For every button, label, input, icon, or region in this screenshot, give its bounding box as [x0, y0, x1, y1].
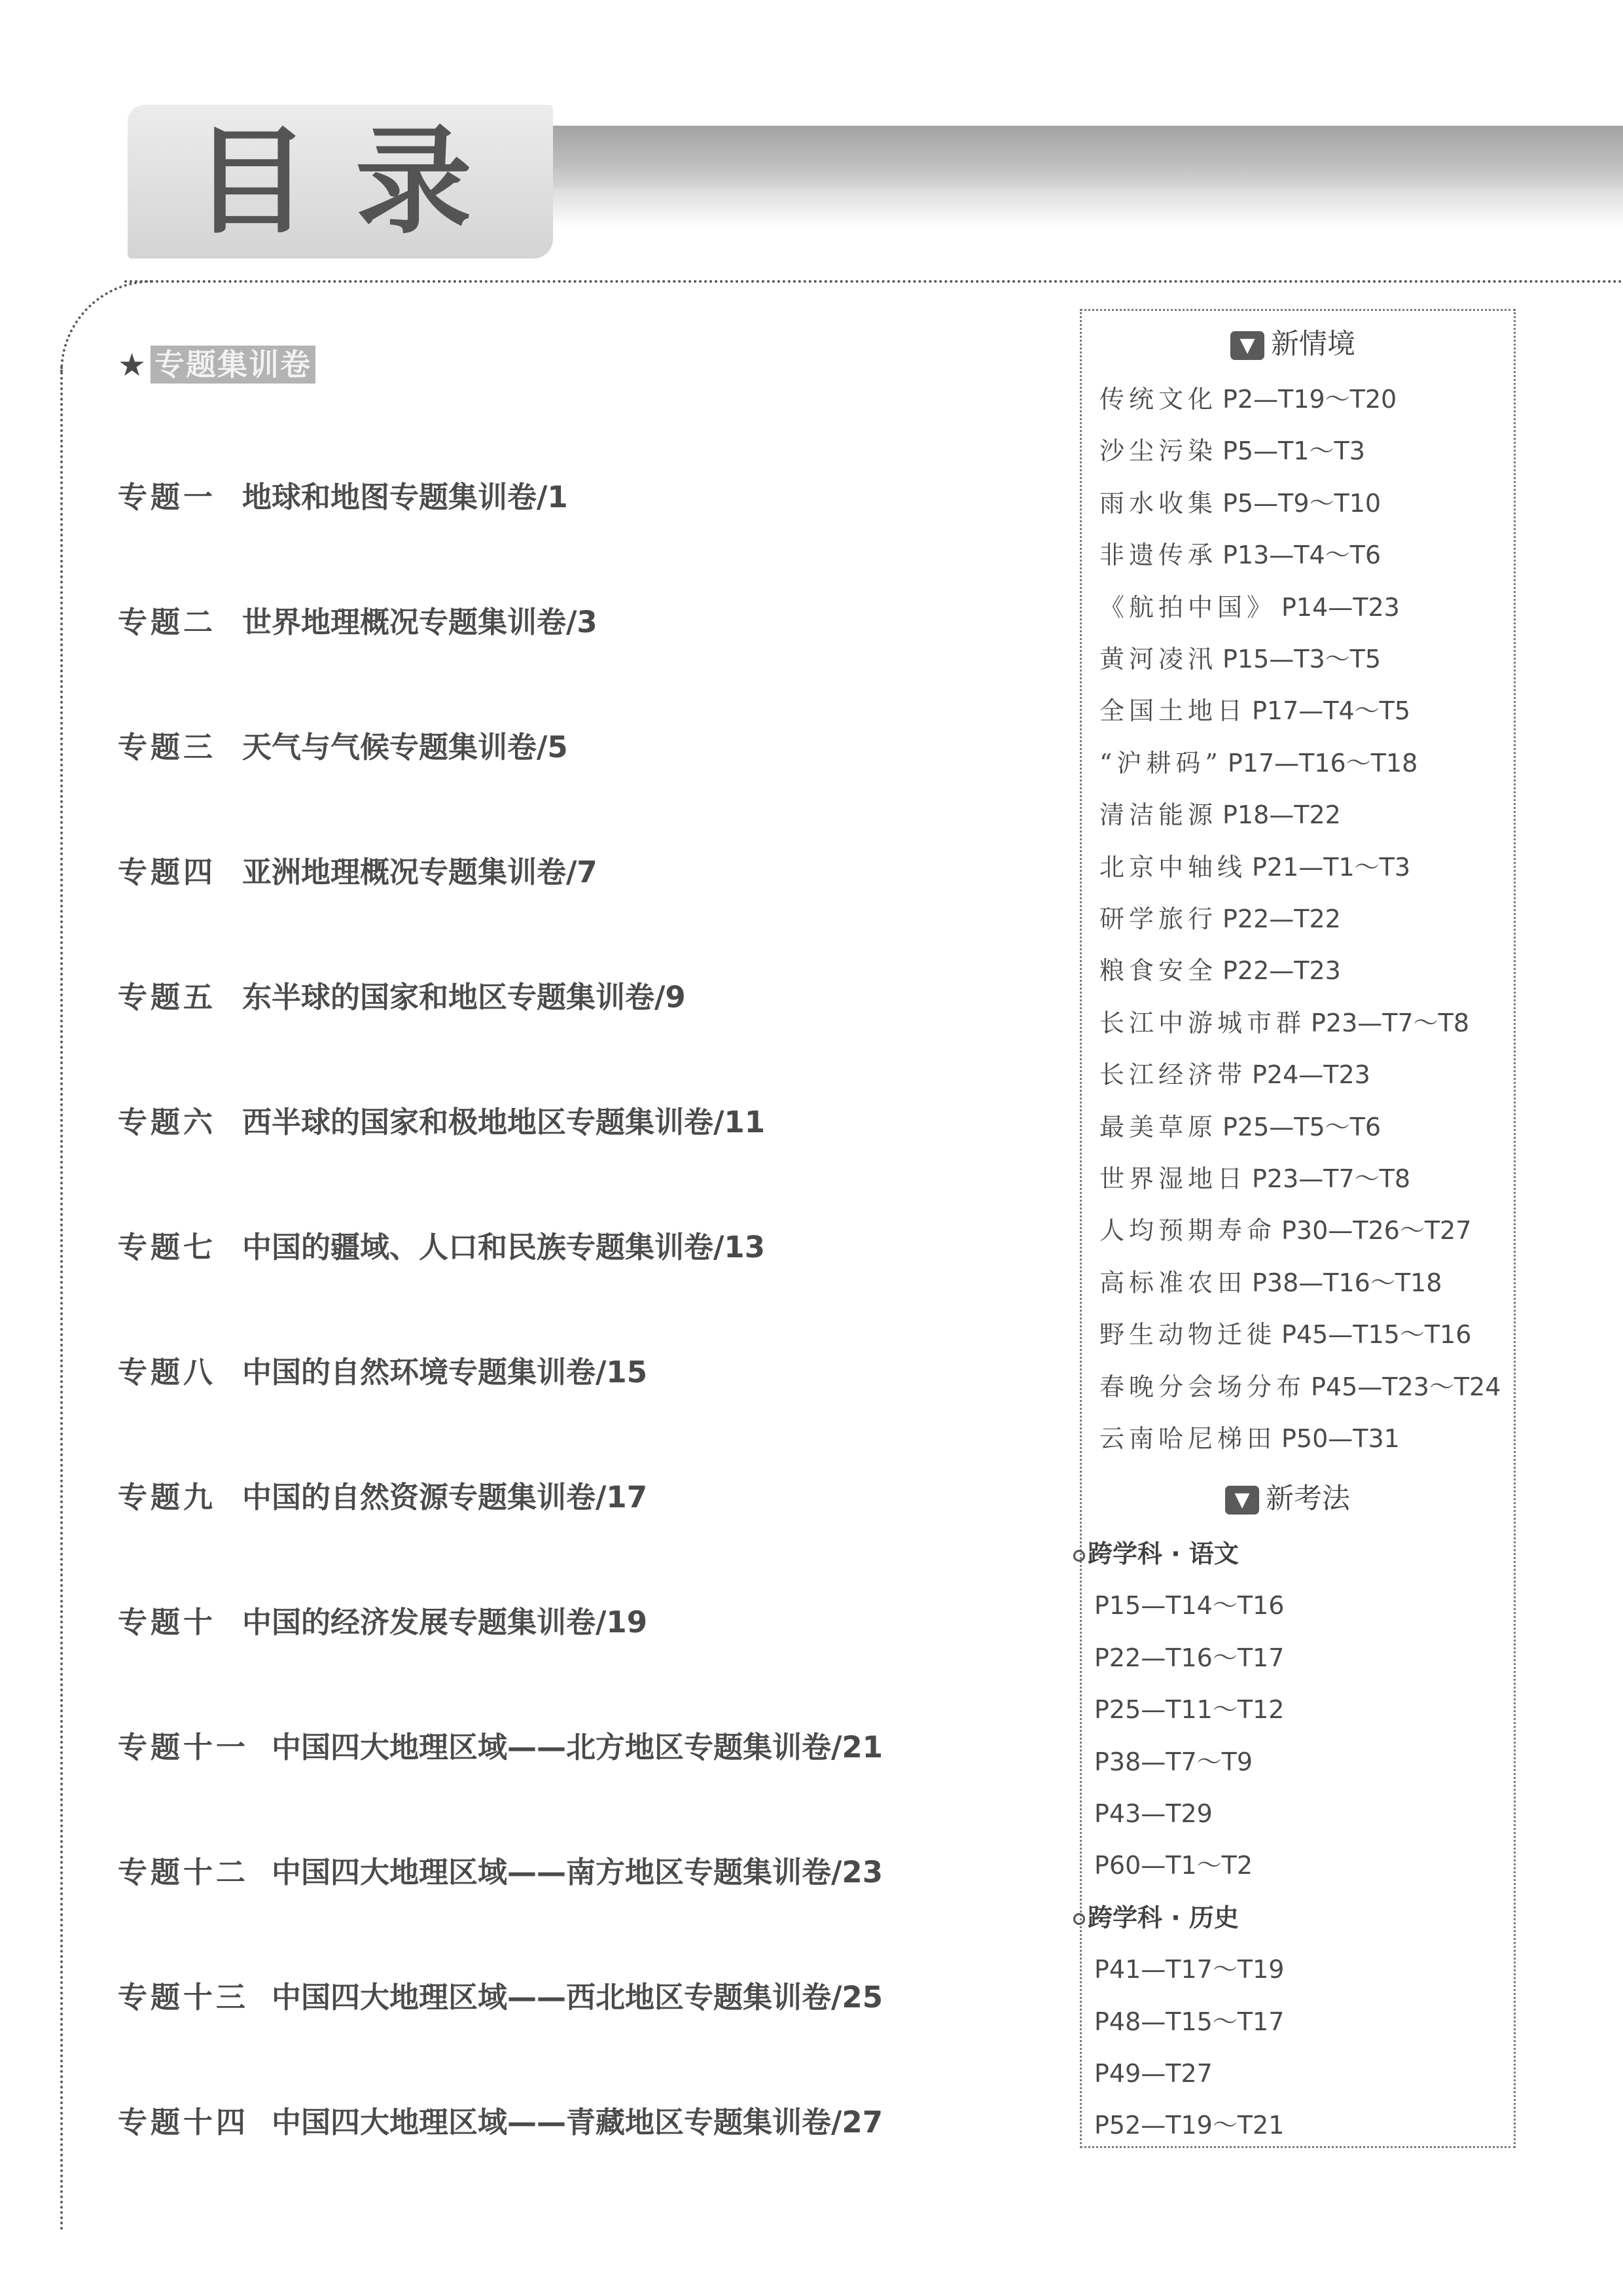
toc-entry-title: 中国的经济发展专题集训卷/19: [242, 1605, 648, 1640]
question-reference[interactable]: P48—T15～T17: [1094, 2007, 1285, 2036]
context-reference: P45—T15～T16: [1281, 1320, 1472, 1350]
context-keyword: 北京中轴线: [1099, 852, 1247, 882]
toc-entry-title: 中国四大地理区域——青藏地区专题集训卷/27: [272, 2105, 883, 2140]
context-reference: P50—T31: [1281, 1424, 1400, 1453]
context-keyword: 《航拍中国》: [1099, 592, 1277, 622]
context-keyword: 非遗传承: [1099, 541, 1218, 570]
toc-entry-title: 中国四大地理区域——西北地区专题集训卷/25: [272, 1980, 883, 2015]
toc-entry[interactable]: [118, 1477, 647, 1518]
question-reference[interactable]: P52—T19～T21: [1094, 2111, 1285, 2140]
toc-entry-title: 东半球的国家和地区专题集训卷/9: [242, 980, 686, 1014]
toc-entry-number: 专题十四: [118, 2105, 249, 2140]
context-item[interactable]: [1099, 848, 1410, 887]
toc-entry-number: 专题七: [118, 1230, 217, 1265]
toc-entry[interactable]: [118, 726, 568, 768]
context-reference: P22—T22: [1222, 905, 1341, 933]
toc-entry-title: 西半球的国家和极地地区专题集训卷/11: [242, 1105, 766, 1139]
context-item[interactable]: [1099, 639, 1381, 679]
page-title: 目录: [193, 114, 518, 249]
context-reference: P21—T1～T3: [1252, 852, 1411, 882]
triangle-down-icon: ▼: [1225, 1486, 1259, 1515]
toc-entry-number: 专题十三: [118, 1980, 249, 2015]
toc-entry-number: 专题十二: [118, 1855, 249, 1890]
context-reference: P23—T7～T8: [1252, 1164, 1411, 1193]
context-reference: P17—T16～T18: [1227, 748, 1418, 778]
cross-subject-label: 跨学科 · 语文: [1088, 1539, 1239, 1568]
cross-subject-heading: [1073, 1534, 1239, 1573]
toc-entry[interactable]: [118, 476, 568, 518]
context-reference: P13—T4～T6: [1222, 541, 1382, 570]
toc-entry-number: 专题三: [118, 730, 217, 764]
context-keyword: 黄河凌汛: [1099, 645, 1218, 673]
question-reference[interactable]: P43—T29: [1094, 1799, 1213, 1828]
toc-entry-title: 地球和地图专题集训卷/1: [242, 480, 568, 514]
context-reference: P23—T7～T8: [1311, 1008, 1470, 1037]
context-reference: P45—T23～T24: [1311, 1372, 1501, 1401]
new-method-heading-label: 新考法: [1266, 1482, 1350, 1515]
context-keyword: 全国土地日: [1099, 696, 1247, 726]
context-keyword: 最美草原: [1099, 1112, 1218, 1141]
context-item[interactable]: [1099, 899, 1341, 939]
toc-entry-number: 专题五: [118, 980, 217, 1014]
context-keyword: 高标准农田: [1099, 1268, 1247, 1297]
context-reference: P14—T23: [1281, 592, 1400, 622]
toc-entry[interactable]: [118, 1227, 765, 1268]
frame-top-border: [124, 280, 1623, 283]
toc-entry[interactable]: [118, 852, 597, 893]
toc-entry[interactable]: [118, 1602, 647, 1643]
toc-entry[interactable]: [118, 1977, 883, 2018]
toc-entry[interactable]: [118, 1102, 765, 1143]
star-icon: ★: [118, 347, 147, 384]
context-item[interactable]: [1099, 431, 1365, 471]
toc-entry-number: 专题六: [118, 1105, 217, 1139]
toc-entry-number: 专题八: [118, 1355, 217, 1390]
context-item[interactable]: [1099, 380, 1397, 419]
context-keyword: 长江中游城市群: [1099, 1008, 1306, 1037]
toc-entry[interactable]: [118, 1852, 883, 1893]
toc-entry-title: 中国四大地理区域——北方地区专题集训卷/21: [272, 1730, 883, 1765]
new-context-heading: [1230, 326, 1355, 363]
question-reference[interactable]: P15—T14～T16: [1094, 1591, 1285, 1621]
toc-entry[interactable]: [118, 977, 686, 1018]
bullet-circle-icon: [1073, 1550, 1085, 1562]
context-reference: P15—T3～T5: [1222, 645, 1382, 673]
context-keyword: 粮食安全: [1099, 956, 1218, 986]
new-method-heading: [1225, 1480, 1350, 1517]
header-bar: [553, 126, 1623, 188]
question-reference[interactable]: P41—T17～T19: [1094, 1955, 1285, 1984]
toc-entry-number: 专题一: [118, 480, 217, 514]
toc-entry-title: 中国的疆域、人口和民族专题集训卷/13: [242, 1230, 766, 1265]
context-item[interactable]: [1099, 795, 1341, 834]
question-reference[interactable]: P38—T7～T9: [1094, 1747, 1253, 1776]
toc-entry-number: 专题四: [118, 855, 217, 889]
context-reference: P38—T16～T18: [1252, 1268, 1442, 1297]
context-item[interactable]: [1099, 1003, 1469, 1043]
toc-entry-title: 亚洲地理概况专题集训卷/7: [242, 855, 597, 889]
toc-entry-title: 世界地理概况专题集训卷/3: [242, 605, 597, 639]
toc-entry[interactable]: [118, 2102, 883, 2144]
toc-entry-number: 专题九: [118, 1480, 217, 1515]
toc-entry-title: 中国的自然资源专题集训卷/17: [242, 1480, 648, 1515]
context-item[interactable]: [1099, 1211, 1471, 1250]
toc-entry-title: 中国四大地理区域——南方地区专题集训卷/23: [272, 1855, 883, 1890]
context-keyword: 研学旅行: [1099, 905, 1218, 933]
context-item[interactable]: [1099, 744, 1418, 783]
question-reference[interactable]: P22—T16～T17: [1094, 1643, 1285, 1672]
context-reference: P2—T19～T20: [1222, 385, 1397, 414]
toc-entry-title: 天气与气候专题集训卷/5: [242, 730, 568, 764]
frame-left-border: [60, 367, 63, 2232]
context-keyword: 长江经济带: [1099, 1060, 1247, 1090]
section-heading: 专题集训卷: [151, 346, 315, 384]
context-keyword: 沙尘污染: [1099, 437, 1218, 466]
context-keyword: 传统文化: [1099, 385, 1218, 414]
context-reference: P22—T23: [1222, 956, 1341, 986]
context-item[interactable]: [1099, 1263, 1442, 1302]
context-item[interactable]: [1099, 1419, 1400, 1458]
context-keyword: 人均预期寿命: [1099, 1216, 1277, 1246]
toc-entry-number: 专题十一: [118, 1730, 249, 1765]
bullet-circle-icon: [1073, 1913, 1085, 1925]
context-reference: P25—T5～T6: [1222, 1112, 1382, 1141]
context-reference: P24—T23: [1252, 1060, 1370, 1090]
context-item[interactable]: [1099, 1367, 1501, 1407]
context-keyword: “沪耕码”: [1099, 748, 1222, 778]
context-reference: P5—T1～T3: [1222, 437, 1365, 466]
cross-subject-heading: [1073, 1898, 1239, 1937]
context-reference: P30—T26～T27: [1281, 1216, 1472, 1246]
context-keyword: 云南哈尼梯田: [1099, 1424, 1277, 1453]
context-keyword: 世界湿地日: [1099, 1164, 1247, 1193]
question-reference[interactable]: P60—T1～T2: [1094, 1851, 1253, 1880]
new-context-heading-label: 新情境: [1271, 328, 1355, 361]
context-item[interactable]: [1099, 691, 1410, 730]
toc-entry-title: 中国的自然环境专题集训卷/15: [242, 1355, 648, 1390]
toc-entry[interactable]: [118, 601, 597, 643]
context-reference: P17—T4～T5: [1252, 696, 1411, 726]
context-item[interactable]: [1099, 1055, 1370, 1094]
toc-entry-number: 专题二: [118, 605, 217, 639]
context-keyword: 雨水收集: [1099, 488, 1218, 518]
header-bar-shadow: [553, 188, 1623, 228]
context-keyword: 清洁能源: [1099, 800, 1218, 830]
context-keyword: 春晚分会场分布: [1099, 1372, 1306, 1401]
context-item[interactable]: [1099, 484, 1381, 523]
context-keyword: 野生动物迁徙: [1099, 1320, 1277, 1350]
context-item[interactable]: [1099, 1159, 1410, 1198]
context-item[interactable]: [1099, 951, 1341, 990]
question-reference[interactable]: P25—T11～T12: [1094, 1695, 1285, 1725]
context-item[interactable]: [1099, 1107, 1381, 1147]
context-reference: P18—T22: [1222, 800, 1341, 830]
question-reference[interactable]: P49—T27: [1094, 2059, 1213, 2088]
triangle-down-icon: ▼: [1230, 331, 1264, 360]
context-item[interactable]: [1099, 588, 1400, 627]
context-item[interactable]: [1099, 535, 1381, 575]
toc-entry[interactable]: [118, 1727, 883, 1768]
toc-entry[interactable]: [118, 1352, 647, 1393]
cross-subject-label: 跨学科 · 历史: [1088, 1903, 1239, 1932]
context-reference: P5—T9～T10: [1222, 488, 1382, 518]
toc-entry-number: 专题十: [118, 1605, 217, 1640]
context-item[interactable]: [1099, 1315, 1471, 1354]
